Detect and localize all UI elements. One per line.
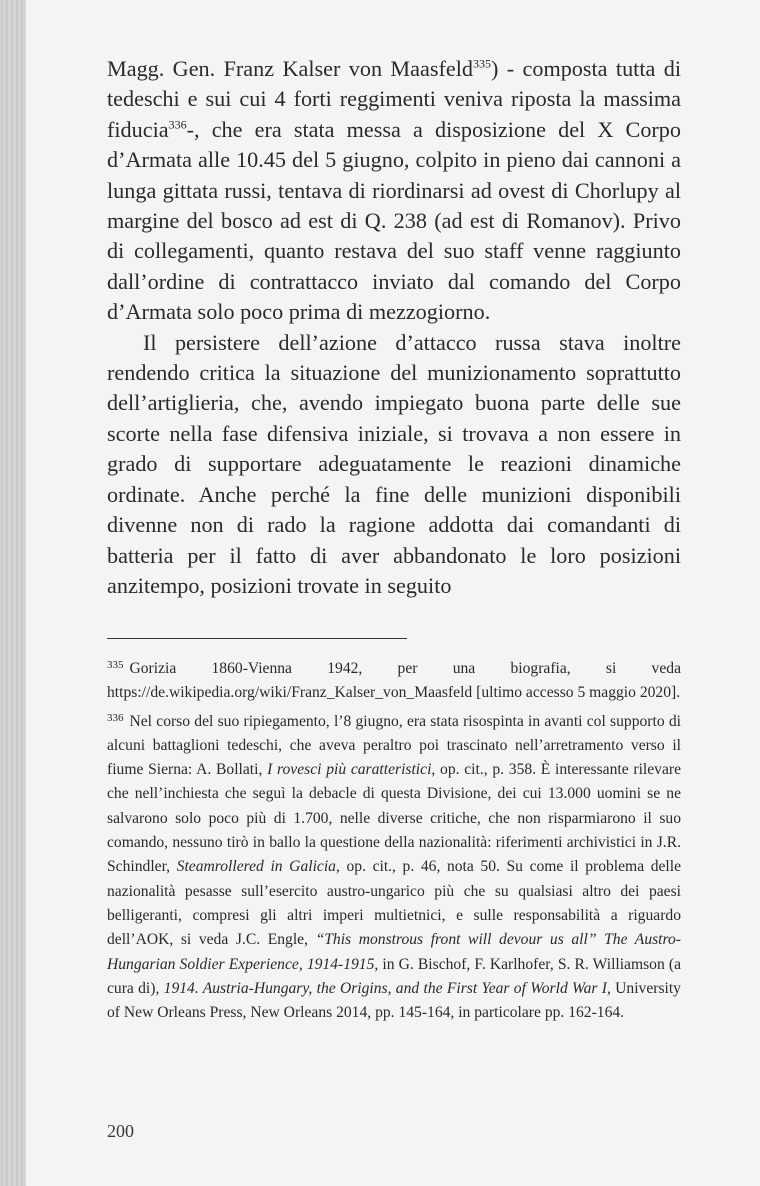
paragraph-1 — [107, 54, 681, 328]
paragraph-1-middle: ) - composta tutta di tedeschi e sui cui 4 forti reggimenti veniva riposta la massima fiducia — [107, 56, 681, 142]
main-text — [107, 54, 681, 601]
footnote-text: , op. cit., p. 46, nota 50. Su come il problema delle nazionalità pesasse sull’esercito austro-ungarico più che su qualsiasi altro dei paesi belligeranti, compresi gli altri imperi multietnici, e sulle responsabilità a riguardo dell’AOK, si veda J.C. Engle, — [107, 858, 682, 949]
footnote-336 — [107, 706, 681, 1026]
footnote-text: Nel corso del suo ripiegamento, l’8 giugno, era stata risospinta in avanti col supporto di alcuni battaglioni tedeschi, che aveva peraltro poi trascinato nell’arretramento verso il fiume Sierna: A. Bollati, — [107, 712, 681, 779]
footnote-ref-336[interactable]: 336 — [168, 117, 187, 132]
citation-title: 1914. Austria-Hungary, the Origins, and the First Year of World War I — [163, 979, 607, 997]
footnote-number: 335 — [107, 659, 124, 671]
footnote-text: , op. cit., p. 358. È interessante rilevare che nell’inchiesta che seguì la debacle di questa Divisione, dei cui 13.000 uomini se ne salvarono solo poco più di 1.700, nelle diverse critiche, che non risparmiarono il suo comando, nessuno tirò in ballo la questione della nazionalità: riferimenti archivistici in J.R. Schindler, — [107, 761, 681, 876]
paragraph-2: Il persistere dell’azione d’attacco russa stava inoltre rendendo critica la situazione del munizionamento soprattutto dell’artiglieria, che, avendo impiegato buona parte delle sue scorte nella fase difensiva iniziale, si trovava a non essere in grado di supportare adeguatamente le reazioni dinamiche ordinate. Anche perché la fine delle munizioni disponibili divenne non di rado la ragione addotta dai comandanti di batteria per il fatto di aver abbandonato le loro posizioni anzitempo, posizioni trovate in seguito — [107, 329, 681, 598]
footnote-text: , in G. Bischof, F. Karlhofer, S. R. Williamson (a cura di), — [107, 955, 681, 997]
footnote-number: 336 — [107, 711, 124, 724]
footnote-divider — [107, 638, 407, 639]
page-number: 200 — [107, 1121, 134, 1141]
footnote-ref-335[interactable]: 335 — [472, 56, 491, 71]
citation-title: Steamrollered in Galicia — [176, 858, 336, 876]
footnote-text: Gorizia 1860-Vienna 1942, per una biografia, si veda https://de.wikipedia.org/wiki/Franz_Kalser_von_Maasfeld [ultimo accesso 5 maggio 2020]. — [107, 660, 681, 702]
binding-gutter — [0, 0, 26, 1186]
citation-title: “This monstrous front will devour us all” The Austro-Hungarian Soldier Experience, 1914-1915 — [107, 931, 681, 973]
footnote-text: , University of New Orleans Press, New Orleans 2014, pp. 145-164, in particolare pp. 162-164. — [107, 979, 681, 1022]
paragraph-1-end: -, che era stata messa a disposizione del X Corpo d’Armata alle 10.45 del 5 giugno, colpito in pieno dai cannoni a lunga gittata russi, tentava di riordinarsi ad ovest di Chorlupy al margine del bosco ad est di Q. 238 (ad est di Romanov). Privo di collegamenti, quanto restava del suo staff venne raggiunto dall’ordine di contrattacco inviato dal comando del Corpo d’Armata solo poco prima di mezzogiorno. — [107, 116, 681, 325]
citation-title: I rovesci più caratteristici — [267, 761, 432, 779]
paragraph-1-start: Magg. Gen. Franz Kalser von Maasfeld — [107, 56, 473, 81]
footnotes — [107, 653, 681, 1025]
footnote-335 — [107, 653, 681, 706]
